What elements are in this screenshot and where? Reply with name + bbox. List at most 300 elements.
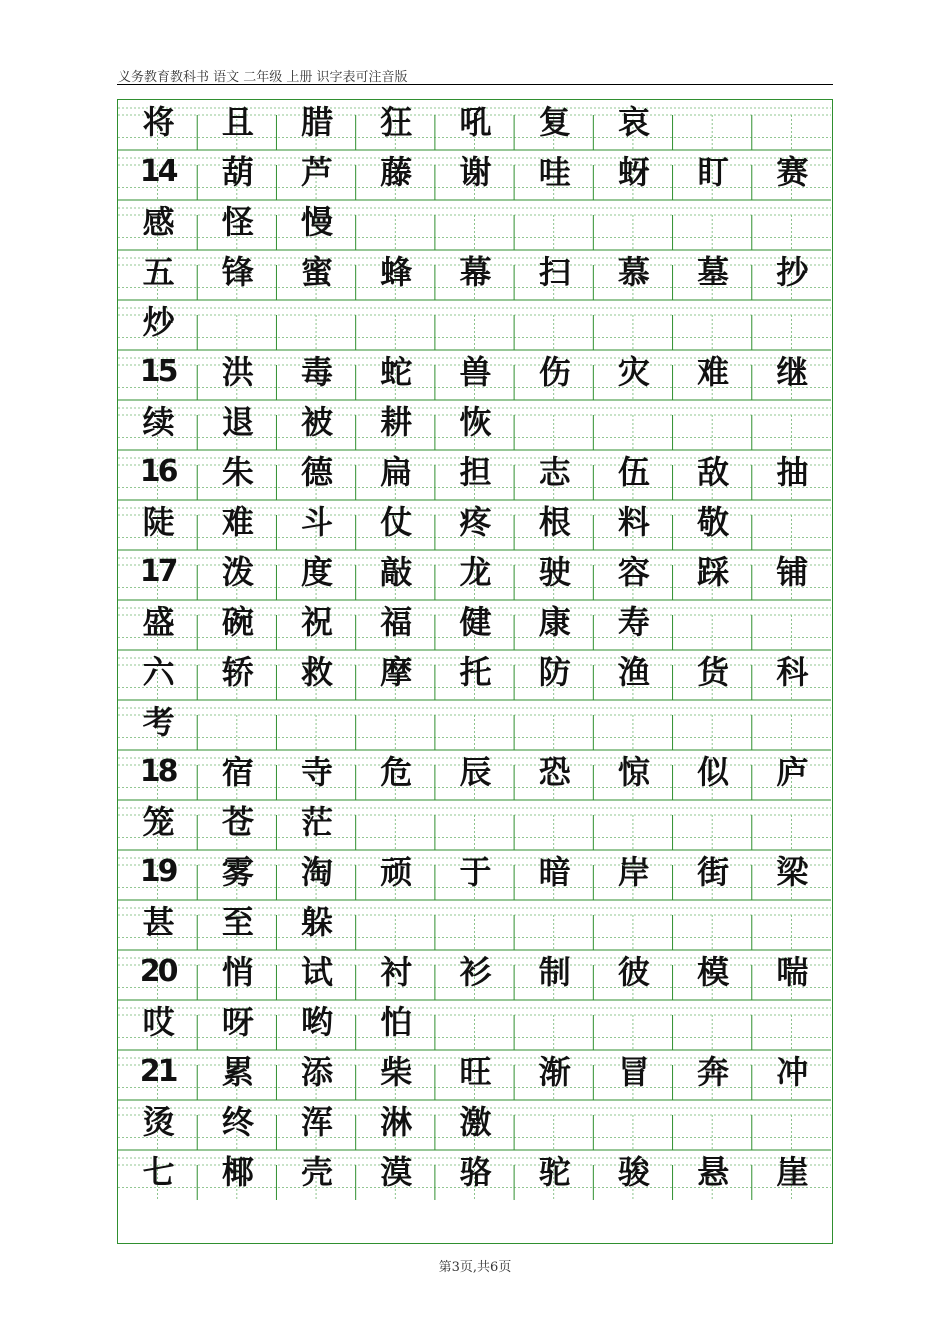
character: 抄 xyxy=(776,253,807,291)
character: 毒 xyxy=(301,353,332,391)
grid-cell xyxy=(197,450,276,500)
grid-cell xyxy=(276,450,355,500)
grid-cell xyxy=(356,1100,435,1150)
grid-row xyxy=(118,100,831,150)
character: 七 xyxy=(142,1153,173,1191)
character xyxy=(752,399,831,445)
grid-row xyxy=(118,350,831,400)
grid-cell xyxy=(514,1150,593,1200)
character: 被 xyxy=(301,403,332,441)
grid-cell xyxy=(435,400,514,450)
grid-cell xyxy=(435,1100,514,1150)
grid-cell xyxy=(673,150,752,200)
grid-cell xyxy=(276,350,355,400)
grid-cell xyxy=(593,850,672,900)
grid-cell xyxy=(435,850,514,900)
grid-cell xyxy=(593,900,672,950)
grid-cell xyxy=(752,950,831,1000)
character xyxy=(752,199,831,245)
grid-cell xyxy=(593,1150,672,1200)
character xyxy=(435,899,514,945)
character: 笼 xyxy=(142,803,173,841)
character: 蛇 xyxy=(380,353,411,391)
grid-cell xyxy=(118,300,197,350)
character xyxy=(673,299,752,345)
grid-row xyxy=(118,300,831,350)
grid-cell xyxy=(752,1100,831,1150)
header-rule xyxy=(117,84,833,85)
character: 陡 xyxy=(142,503,173,541)
grid-cell xyxy=(673,100,752,150)
grid-cell xyxy=(118,1100,197,1150)
character: 呀 xyxy=(221,1003,252,1041)
grid-cell xyxy=(197,400,276,450)
character: 科 xyxy=(776,653,807,691)
grid-cell xyxy=(673,900,752,950)
character: 终 xyxy=(221,1103,252,1141)
grid-cell xyxy=(118,700,197,750)
character: 斗 xyxy=(301,503,332,541)
character: 志 xyxy=(538,453,569,491)
grid-cell xyxy=(673,400,752,450)
character: 梁 xyxy=(776,853,807,891)
character: 疼 xyxy=(459,503,490,541)
character: 狂 xyxy=(380,103,411,141)
grid-cell xyxy=(197,300,276,350)
character: 伤 xyxy=(538,353,569,391)
grid-row xyxy=(118,800,831,850)
grid-cell xyxy=(276,850,355,900)
lesson-number: 14 xyxy=(139,154,176,189)
grid-cell xyxy=(752,700,831,750)
grid-row xyxy=(118,1150,831,1200)
grid-cell xyxy=(118,800,197,850)
grid-cell xyxy=(435,100,514,150)
character xyxy=(514,1099,593,1145)
grid-cell xyxy=(752,850,831,900)
character: 骏 xyxy=(617,1153,648,1191)
grid-cell xyxy=(514,850,593,900)
grid-cell xyxy=(752,900,831,950)
character: 雾 xyxy=(221,853,252,891)
character xyxy=(276,299,355,345)
character: 哀 xyxy=(617,103,648,141)
grid-cell xyxy=(435,1000,514,1050)
character: 扫 xyxy=(538,253,569,291)
character: 福 xyxy=(380,603,411,641)
character: 似 xyxy=(697,753,728,791)
character: 蚜 xyxy=(617,153,648,191)
grid-cell xyxy=(197,850,276,900)
character xyxy=(356,799,435,845)
character xyxy=(435,699,514,745)
grid-cell xyxy=(514,350,593,400)
grid-cell xyxy=(673,200,752,250)
character: 至 xyxy=(221,903,252,941)
grid-cell xyxy=(356,1050,435,1100)
character xyxy=(752,899,831,945)
grid-cell xyxy=(276,300,355,350)
character: 烫 xyxy=(142,1103,173,1141)
character: 继 xyxy=(776,353,807,391)
grid-cell xyxy=(514,400,593,450)
character xyxy=(593,799,672,845)
character: 寺 xyxy=(301,753,332,791)
character: 轿 xyxy=(221,653,252,691)
character: 续 xyxy=(142,403,173,441)
grid-cell xyxy=(514,450,593,500)
grid-cell xyxy=(514,100,593,150)
character: 庐 xyxy=(776,753,807,791)
character: 托 xyxy=(459,653,490,691)
character: 仗 xyxy=(380,503,411,541)
character: 驶 xyxy=(538,553,569,591)
grid-cell xyxy=(197,1000,276,1050)
grid-cell xyxy=(673,800,752,850)
grid-cell xyxy=(514,500,593,550)
grid-cell xyxy=(673,500,752,550)
character: 敬 xyxy=(697,503,728,541)
character: 谢 xyxy=(459,153,490,191)
grid-cell xyxy=(593,450,672,500)
grid-cell xyxy=(276,950,355,1000)
grid-cell xyxy=(118,1000,197,1050)
grid-cell xyxy=(356,350,435,400)
grid-cell xyxy=(514,600,593,650)
grid-cell xyxy=(593,300,672,350)
grid-cell xyxy=(276,650,355,700)
grid-cell xyxy=(197,900,276,950)
character: 试 xyxy=(301,953,332,991)
character xyxy=(435,799,514,845)
character xyxy=(514,299,593,345)
grid-cell xyxy=(435,900,514,950)
character: 难 xyxy=(697,353,728,391)
character: 抽 xyxy=(776,453,807,491)
grid-cell xyxy=(514,800,593,850)
character: 渐 xyxy=(538,1053,569,1091)
grid-cell xyxy=(435,150,514,200)
character: 将 xyxy=(142,103,173,141)
character: 冲 xyxy=(776,1053,807,1091)
lesson-number: 19 xyxy=(139,854,176,889)
character: 躲 xyxy=(301,903,332,941)
grid-cell xyxy=(356,500,435,550)
grid-cell xyxy=(356,850,435,900)
grid-cell xyxy=(752,200,831,250)
grid-cell xyxy=(752,350,831,400)
grid-cell xyxy=(514,550,593,600)
grid-cell xyxy=(752,150,831,200)
grid-cell xyxy=(514,700,593,750)
character xyxy=(593,1099,672,1145)
grid-cell xyxy=(514,150,593,200)
grid-cell xyxy=(593,100,672,150)
grid-cell xyxy=(593,700,672,750)
character: 怪 xyxy=(221,203,252,241)
grid-row xyxy=(118,700,831,750)
grid-cell xyxy=(514,200,593,250)
grid-row xyxy=(118,500,831,550)
character: 衬 xyxy=(380,953,411,991)
grid-cell xyxy=(435,1150,514,1200)
character: 旺 xyxy=(459,1053,490,1091)
grid-cell xyxy=(197,700,276,750)
grid-cell xyxy=(514,750,593,800)
grid-cell xyxy=(752,100,831,150)
character xyxy=(514,399,593,445)
lesson-number: 17 xyxy=(139,554,176,589)
character: 漠 xyxy=(380,1153,411,1191)
character: 锋 xyxy=(221,253,252,291)
character: 哟 xyxy=(301,1003,332,1041)
character: 根 xyxy=(538,503,569,541)
character: 墓 xyxy=(697,253,728,291)
grid-cell xyxy=(118,200,197,250)
lesson-number: 16 xyxy=(139,454,176,489)
grid-cell xyxy=(593,1000,672,1050)
grid-cell xyxy=(118,100,197,150)
grid-cell xyxy=(197,1050,276,1100)
grid-cell xyxy=(197,100,276,150)
grid-cell xyxy=(118,350,197,400)
grid-cell xyxy=(435,300,514,350)
grid-cell xyxy=(514,250,593,300)
character xyxy=(673,599,752,645)
grid-cell xyxy=(118,1050,197,1100)
grid-cell xyxy=(593,550,672,600)
lesson-number: 15 xyxy=(139,354,176,389)
grid-cell xyxy=(197,500,276,550)
character xyxy=(673,99,752,145)
character: 悄 xyxy=(221,953,252,991)
character xyxy=(356,199,435,245)
character: 腊 xyxy=(301,103,332,141)
grid-cell xyxy=(673,750,752,800)
character: 冒 xyxy=(617,1053,648,1091)
character: 奔 xyxy=(697,1053,728,1091)
grid-cell xyxy=(276,900,355,950)
character-grid xyxy=(117,99,833,1244)
grid-cell xyxy=(356,300,435,350)
character: 碗 xyxy=(221,603,252,641)
grid-cell xyxy=(118,500,197,550)
character: 担 xyxy=(459,453,490,491)
grid-cell xyxy=(593,1100,672,1150)
grid-cell xyxy=(752,1150,831,1200)
character: 兽 xyxy=(459,353,490,391)
character: 怕 xyxy=(380,1003,411,1041)
character xyxy=(593,399,672,445)
grid-cell xyxy=(514,300,593,350)
character: 六 xyxy=(142,653,173,691)
character: 感 xyxy=(142,203,173,241)
grid-cell xyxy=(276,1050,355,1100)
grid-cell xyxy=(356,250,435,300)
grid-cell xyxy=(356,1000,435,1050)
grid-cell xyxy=(673,850,752,900)
grid-cell xyxy=(673,300,752,350)
character xyxy=(435,999,514,1045)
grid-cell xyxy=(197,1150,276,1200)
character xyxy=(752,1099,831,1145)
character: 敲 xyxy=(380,553,411,591)
grid-cell xyxy=(593,1050,672,1100)
character: 盛 xyxy=(142,603,173,641)
character: 朱 xyxy=(221,453,252,491)
grid-cell xyxy=(197,800,276,850)
grid-cell xyxy=(276,100,355,150)
grid-cell xyxy=(752,800,831,850)
grid-cell xyxy=(593,250,672,300)
character: 龙 xyxy=(459,553,490,591)
grid-cell xyxy=(197,1100,276,1150)
grid-cell xyxy=(118,250,197,300)
character: 容 xyxy=(617,553,648,591)
grid-cell xyxy=(276,600,355,650)
grid-cell xyxy=(276,400,355,450)
character xyxy=(276,699,355,745)
character: 累 xyxy=(221,1053,252,1091)
grid-cell xyxy=(276,1150,355,1200)
grid-cell xyxy=(276,550,355,600)
lesson-number: 18 xyxy=(139,754,176,789)
grid-cell xyxy=(356,900,435,950)
grid-row xyxy=(118,650,831,700)
grid-cell xyxy=(593,650,672,700)
grid-cell xyxy=(514,650,593,700)
character: 防 xyxy=(538,653,569,691)
character: 藤 xyxy=(380,153,411,191)
character: 骆 xyxy=(459,1153,490,1191)
character: 货 xyxy=(697,653,728,691)
grid-cell xyxy=(356,550,435,600)
grid-cell xyxy=(356,600,435,650)
character xyxy=(435,299,514,345)
grid-cell xyxy=(118,650,197,700)
character: 岸 xyxy=(617,853,648,891)
character: 驼 xyxy=(538,1153,569,1191)
character: 耕 xyxy=(380,403,411,441)
character xyxy=(593,899,672,945)
grid-cell xyxy=(276,700,355,750)
grid-row xyxy=(118,450,831,500)
grid-cell xyxy=(435,600,514,650)
character: 幕 xyxy=(459,253,490,291)
character: 芦 xyxy=(301,153,332,191)
character: 考 xyxy=(142,703,173,741)
character: 彼 xyxy=(617,953,648,991)
character: 椰 xyxy=(221,1153,252,1191)
grid-row xyxy=(118,750,831,800)
character: 惊 xyxy=(617,753,648,791)
character xyxy=(752,299,831,345)
grid-cell xyxy=(514,950,593,1000)
grid-cell xyxy=(435,950,514,1000)
character: 哎 xyxy=(142,1003,173,1041)
grid-cell xyxy=(752,1000,831,1050)
grid-cell xyxy=(356,200,435,250)
character: 炒 xyxy=(142,303,173,341)
grid-cell xyxy=(673,650,752,700)
grid-cell xyxy=(593,500,672,550)
grid-row xyxy=(118,600,831,650)
character: 于 xyxy=(459,853,490,891)
grid-cell xyxy=(276,1100,355,1150)
grid-cell xyxy=(435,700,514,750)
grid-cell xyxy=(276,1000,355,1050)
lesson-number: 21 xyxy=(139,1054,176,1089)
grid-cell xyxy=(356,700,435,750)
character xyxy=(435,199,514,245)
grid-cell xyxy=(356,800,435,850)
grid-cell xyxy=(593,150,672,200)
page-header: 义务教育教科书 语文 二年级 上册 识字表可注音版 xyxy=(118,70,408,85)
grid-row xyxy=(118,200,831,250)
grid-cell xyxy=(435,750,514,800)
grid-cell xyxy=(593,750,672,800)
grid-cell xyxy=(514,1000,593,1050)
character: 激 xyxy=(459,1103,490,1141)
grid-cell xyxy=(118,550,197,600)
grid-cell xyxy=(435,1050,514,1100)
grid-cell xyxy=(356,750,435,800)
character: 苍 xyxy=(221,803,252,841)
grid-cell xyxy=(356,1150,435,1200)
grid-cell xyxy=(673,450,752,500)
character: 蜜 xyxy=(301,253,332,291)
character: 制 xyxy=(538,953,569,991)
grid-row xyxy=(118,900,831,950)
grid-cell xyxy=(435,200,514,250)
grid-cell xyxy=(197,600,276,650)
grid-cell xyxy=(197,550,276,600)
character: 暗 xyxy=(538,853,569,891)
grid-row xyxy=(118,150,831,200)
character: 摩 xyxy=(380,653,411,691)
grid-cell xyxy=(276,500,355,550)
character: 康 xyxy=(538,603,569,641)
grid-cell xyxy=(752,300,831,350)
grid-cell xyxy=(118,900,197,950)
character xyxy=(752,699,831,745)
grid-cell xyxy=(435,450,514,500)
grid-cell xyxy=(435,800,514,850)
grid-cell xyxy=(752,250,831,300)
grid-cell xyxy=(673,1000,752,1050)
grid-cell xyxy=(435,350,514,400)
character: 救 xyxy=(301,653,332,691)
grid-cell xyxy=(276,800,355,850)
character: 德 xyxy=(301,453,332,491)
character: 柴 xyxy=(380,1053,411,1091)
grid-cell xyxy=(356,150,435,200)
character xyxy=(673,399,752,445)
character: 哇 xyxy=(538,153,569,191)
grid-cell xyxy=(514,1100,593,1150)
grid-cell xyxy=(118,850,197,900)
grid-cell xyxy=(197,950,276,1000)
character: 蜂 xyxy=(380,253,411,291)
character xyxy=(752,999,831,1045)
character: 淋 xyxy=(380,1103,411,1141)
character xyxy=(197,699,276,745)
character: 泼 xyxy=(221,553,252,591)
character: 扁 xyxy=(380,453,411,491)
character: 恢 xyxy=(459,403,490,441)
character xyxy=(593,699,672,745)
grid-cell xyxy=(276,200,355,250)
